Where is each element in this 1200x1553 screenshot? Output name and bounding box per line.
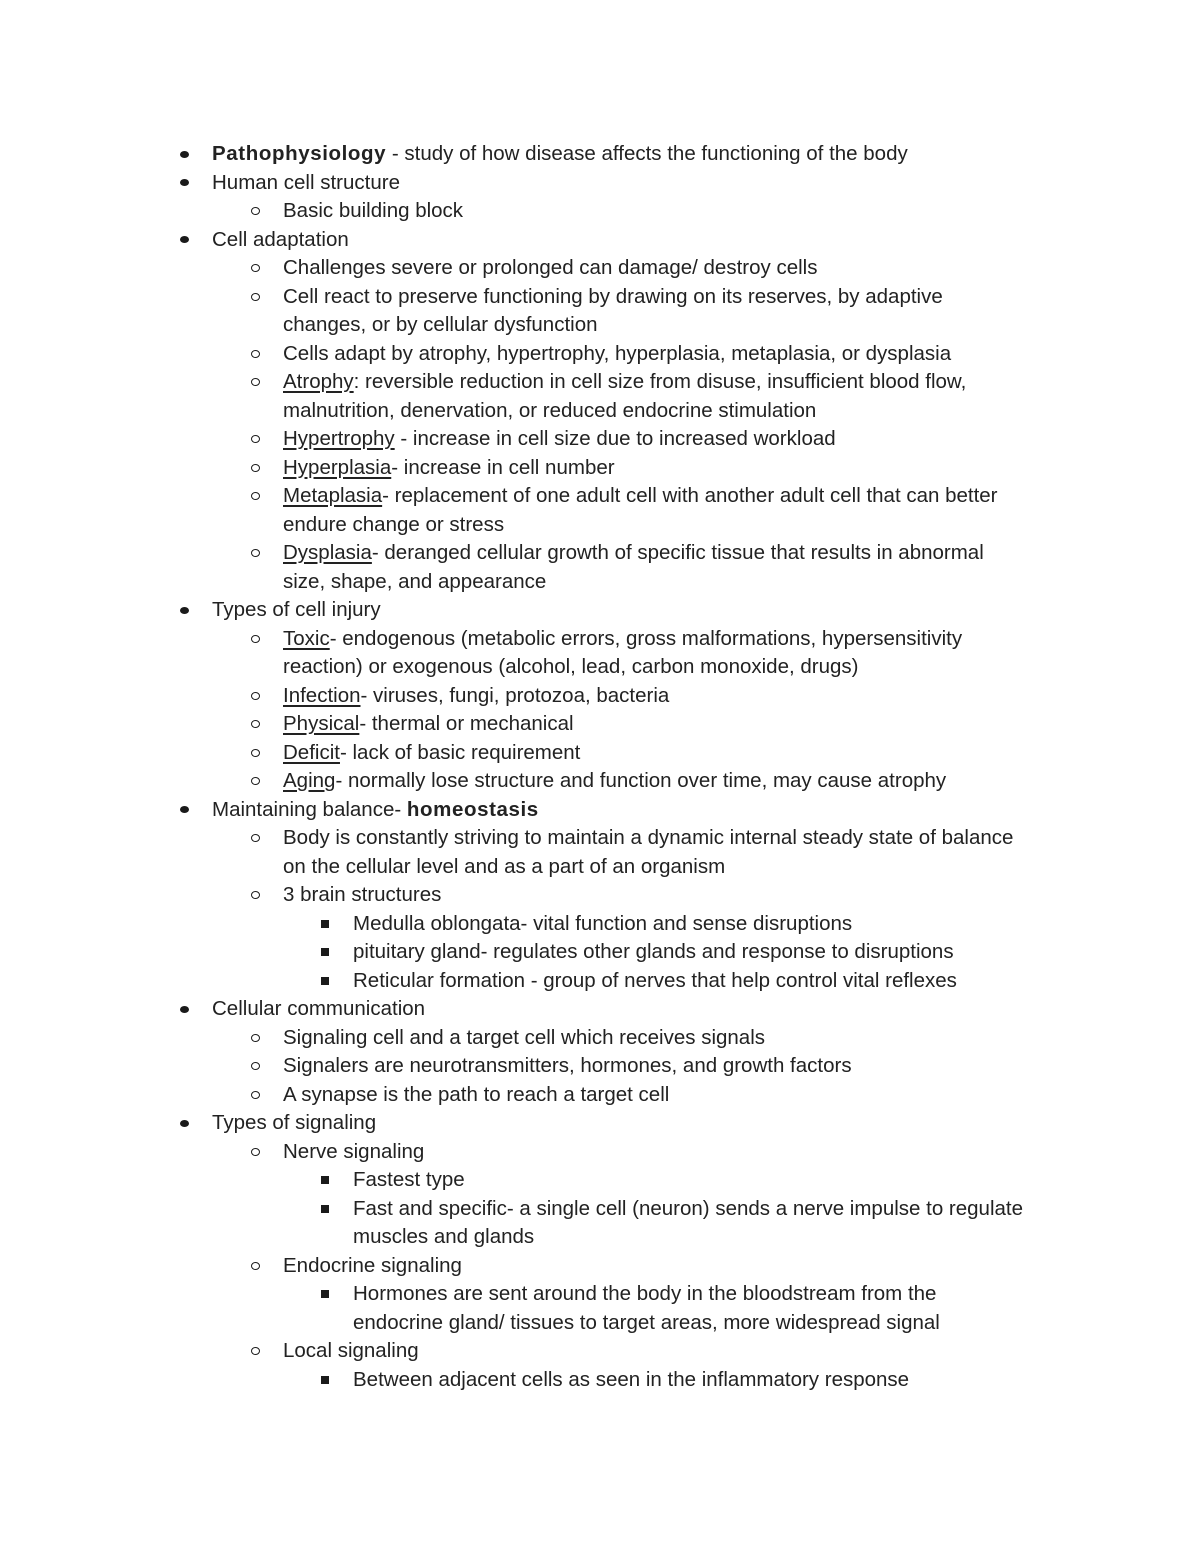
item-text: - lack of basic requirement — [339, 740, 581, 764]
item-text: 3 brain structures — [283, 883, 442, 906]
item-text: Human cell structure — [212, 170, 400, 194]
list-item-continuation — [0, 1223, 1200, 1252]
list-item-level-2 — [0, 824, 1200, 853]
item-text: - endogenous (metabolic errors, gross malformations, hypersensitivity — [329, 626, 963, 650]
list-item-level-3 — [0, 910, 1200, 939]
bullet-circle-icon — [248, 254, 262, 283]
term-label: Toxic — [283, 626, 330, 650]
list-item-level-3 — [0, 1366, 1200, 1395]
term-label: Metaplasia — [283, 484, 383, 507]
item-text: Signalers are neurotransmitters, hormones, and growth factors — [283, 1054, 852, 1077]
list-item-level-1 — [0, 796, 1200, 825]
item-text: Types of signaling — [212, 1111, 377, 1134]
list-item-level-3 — [0, 1280, 1200, 1309]
list-item-level-2 — [0, 767, 1200, 796]
list-item-level-2 — [0, 283, 1200, 312]
list-item-level-2 — [0, 1252, 1200, 1281]
bold-term: homeostasis — [406, 797, 539, 821]
list-item-level-1 — [0, 226, 1200, 255]
bullet-circle-icon — [248, 710, 262, 739]
item-text: Cell react to preserve functioning by drawing on its reserves, by adaptive — [283, 284, 943, 308]
list-item-level-2 — [0, 881, 1200, 910]
item-text: Signaling cell and a target cell which receives signals — [283, 1025, 766, 1049]
list-item-level-2 — [0, 454, 1200, 483]
item-text: - thermal or mechanical — [359, 712, 574, 735]
list-item-level-2 — [0, 1024, 1200, 1053]
bullet-disc-icon — [177, 1109, 191, 1138]
bold-term: Pathophysiology — [212, 142, 387, 165]
list-item-level-1 — [0, 169, 1200, 198]
item-text: Fast and specific- a single cell (neuron) sends a nerve impulse to regulate — [353, 1196, 1024, 1220]
bullet-circle-icon — [248, 197, 262, 226]
term-label: Infection — [283, 683, 361, 707]
item-text: : reversible reduction in cell size from disuse, insufficient blood flow, — [353, 370, 967, 393]
item-text: Cellular communication — [212, 997, 426, 1020]
bullet-circle-icon — [248, 767, 262, 796]
bullet-circle-icon — [248, 340, 262, 369]
term-label: Deficit — [283, 740, 340, 764]
item-text: - increase in cell size due to increased workload — [394, 427, 836, 450]
list-item-level-2 — [0, 625, 1200, 654]
item-text: Hormones are sent around the body in the bloodstream from the — [353, 1282, 937, 1305]
item-text: Challenges severe or prolonged can damage/ destroy cells — [283, 256, 818, 279]
bullet-circle-icon — [248, 425, 262, 454]
item-text: - deranged cellular growth of specific tissue that results in abnormal — [371, 541, 984, 564]
item-text: - viruses, fungi, protozoa, bacteria — [360, 683, 670, 707]
document-body — [0, 140, 1200, 1394]
list-item-level-3 — [0, 967, 1200, 996]
bullet-circle-icon — [248, 1252, 262, 1281]
list-item-level-2 — [0, 254, 1200, 283]
bullet-circle-icon — [248, 739, 262, 768]
term-label: Aging — [283, 769, 336, 792]
bullet-circle-icon — [248, 368, 262, 397]
list-item-level-3 — [0, 938, 1200, 967]
item-text: Endocrine signaling — [283, 1253, 462, 1277]
list-item-level-2 — [0, 425, 1200, 454]
bullet-circle-icon — [248, 625, 262, 654]
item-text: malnutrition, denervation, or reduced endocrine stimulation — [283, 398, 817, 422]
bullet-disc-icon — [177, 169, 191, 198]
bullet-square-icon — [318, 1166, 332, 1195]
item-text: Basic building block — [283, 199, 464, 222]
bullet-disc-icon — [177, 796, 191, 825]
item-text: Local signaling — [283, 1339, 419, 1362]
list-item-level-3 — [0, 1166, 1200, 1195]
list-item-level-2 — [0, 340, 1200, 369]
list-item-continuation — [0, 653, 1200, 682]
bullet-disc-icon — [177, 995, 191, 1024]
list-item-level-2 — [0, 1052, 1200, 1081]
bullet-square-icon — [318, 1366, 332, 1395]
list-item-level-1 — [0, 596, 1200, 625]
item-text: pituitary gland- regulates other glands and response to disruptions — [353, 940, 954, 963]
bullet-circle-icon — [248, 539, 262, 568]
list-item-continuation — [0, 1309, 1200, 1338]
list-item-level-2 — [0, 368, 1200, 397]
bullet-square-icon — [318, 1195, 332, 1224]
item-text: muscles and glands — [353, 1225, 535, 1248]
bullet-circle-icon — [248, 454, 262, 483]
item-text: A synapse is the path to reach a target cell — [283, 1082, 670, 1106]
term-label: Dysplasia — [283, 541, 372, 564]
item-text: Body is constantly striving to maintain a dynamic internal steady state of balance — [283, 826, 1014, 849]
item-text: Maintaining balance- — [212, 797, 407, 821]
list-item-level-2 — [0, 482, 1200, 511]
bullet-square-icon — [318, 910, 332, 939]
bullet-circle-icon — [248, 682, 262, 711]
item-text: Between adjacent cells as seen in the inflammatory response — [353, 1367, 910, 1391]
bullet-circle-icon — [248, 1138, 262, 1167]
bullet-square-icon — [318, 1280, 332, 1309]
list-item-level-2 — [0, 197, 1200, 226]
bullet-circle-icon — [248, 1052, 262, 1081]
list-item-level-1 — [0, 995, 1200, 1024]
bullet-circle-icon — [248, 824, 262, 853]
bullet-circle-icon — [248, 1081, 262, 1110]
list-item-continuation — [0, 568, 1200, 597]
item-text: endure change or stress — [283, 512, 505, 536]
term-label: Hyperplasia — [283, 455, 392, 479]
item-text: Medulla oblongata- vital function and sense disruptions — [353, 911, 853, 935]
bullet-circle-icon — [248, 482, 262, 511]
list-item-level-1 — [0, 1109, 1200, 1138]
bullet-square-icon — [318, 967, 332, 996]
item-text: - study of how disease affects the functioning of the body — [386, 142, 908, 165]
list-item-level-3 — [0, 1195, 1200, 1224]
item-text: Types of cell injury — [212, 598, 381, 621]
item-text: - normally lose structure and function over time, may cause atrophy — [335, 769, 947, 792]
item-text: - increase in cell number — [391, 455, 615, 479]
item-text: endocrine gland/ tissues to target areas, more widespread signal — [353, 1310, 940, 1334]
list-item-level-2 — [0, 539, 1200, 568]
bullet-circle-icon — [248, 1024, 262, 1053]
item-text: Reticular formation - group of nerves that help control vital reflexes — [353, 968, 957, 992]
item-text: Cell adaptation — [212, 227, 349, 251]
item-text: Cells adapt by atrophy, hypertrophy, hyperplasia, metaplasia, or dysplasia — [283, 341, 952, 365]
list-item-level-2 — [0, 1081, 1200, 1110]
term-label: Hypertrophy — [283, 427, 395, 450]
list-item-level-2 — [0, 1337, 1200, 1366]
item-text: Nerve signaling — [283, 1139, 425, 1163]
list-item-level-2 — [0, 682, 1200, 711]
item-text: reaction) or exogenous (alcohol, lead, carbon monoxide, drugs) — [283, 655, 859, 678]
list-item-level-2 — [0, 710, 1200, 739]
bullet-disc-icon — [177, 140, 191, 169]
bullet-disc-icon — [177, 596, 191, 625]
list-item-continuation — [0, 311, 1200, 340]
item-text: - replacement of one adult cell with another adult cell that can better — [382, 484, 998, 507]
bullet-disc-icon — [177, 226, 191, 255]
list-item-level-2 — [0, 739, 1200, 768]
item-text: changes, or by cellular dysfunction — [283, 313, 598, 336]
list-item-continuation — [0, 397, 1200, 426]
item-text: size, shape, and appearance — [283, 569, 547, 593]
item-text: on the cellular level and as a part of an organism — [283, 854, 726, 878]
term-label: Physical — [283, 712, 360, 735]
bullet-square-icon — [318, 938, 332, 967]
bullet-circle-icon — [248, 881, 262, 910]
list-item-level-2 — [0, 1138, 1200, 1167]
list-item-continuation — [0, 511, 1200, 540]
term-label: Atrophy — [283, 370, 354, 393]
item-text: Fastest type — [353, 1168, 465, 1191]
bullet-circle-icon — [248, 283, 262, 312]
list-item-level-1 — [0, 140, 1200, 169]
list-item-continuation — [0, 853, 1200, 882]
bullet-circle-icon — [248, 1337, 262, 1366]
